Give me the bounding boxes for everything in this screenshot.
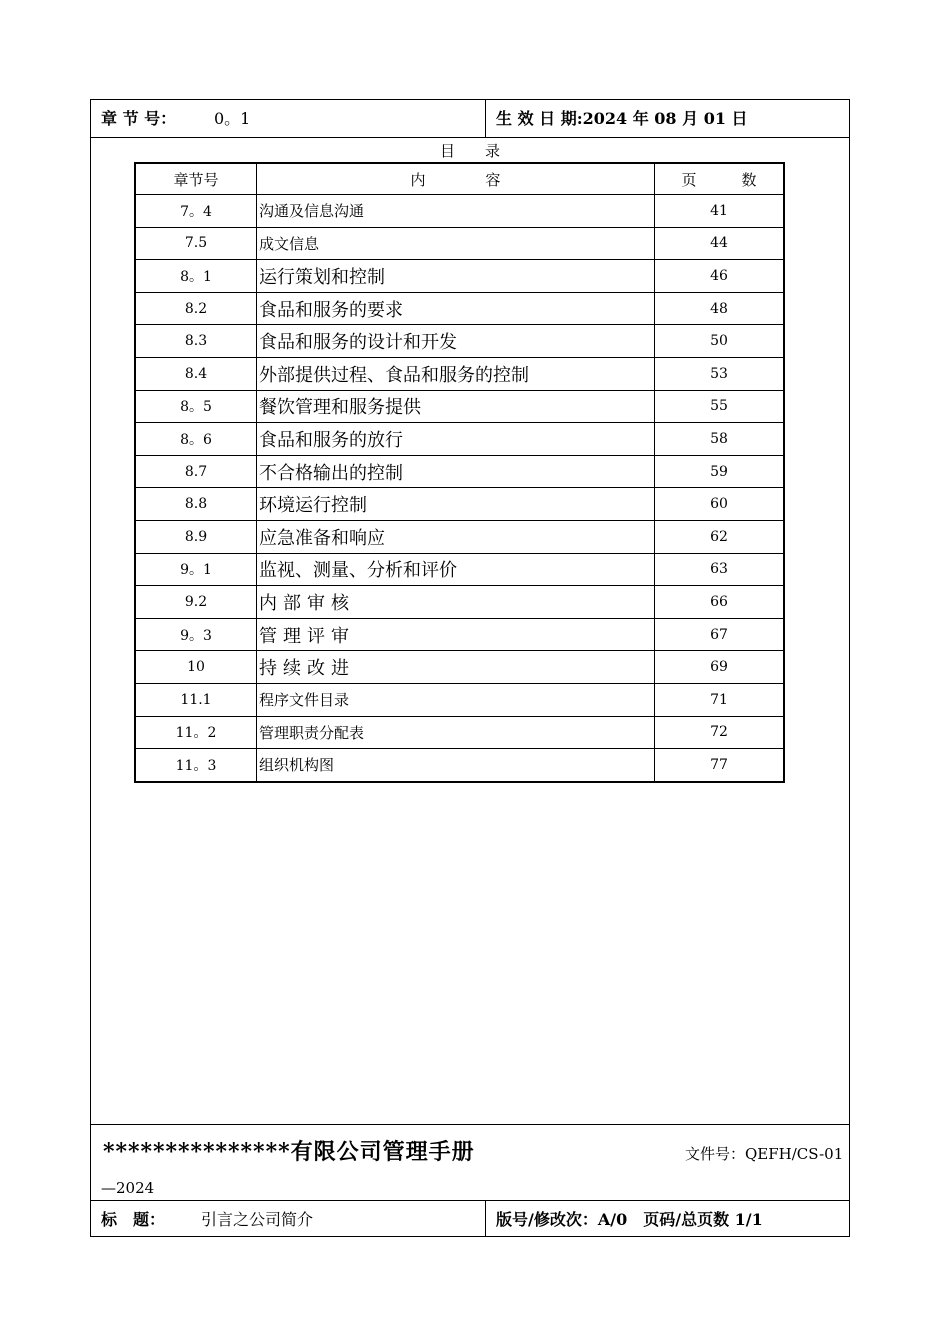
toc-section-number: 8.8 — [135, 488, 257, 521]
toc-page-number: 48 — [655, 292, 785, 325]
toc-entry-title: 管理职责分配表 — [257, 716, 655, 749]
toc-page-number: 55 — [655, 390, 785, 423]
toc-page-number: 60 — [655, 488, 785, 521]
toc-row — [135, 260, 784, 293]
toc-entry-title: 成文信息 — [257, 227, 655, 260]
toc-title: 目 录 — [439, 142, 500, 160]
toc-entry-title: 应急准备和响应 — [257, 520, 655, 553]
toc-section-number: 8.7 — [135, 455, 257, 488]
toc-page-number: 63 — [655, 553, 785, 586]
toc-row — [135, 683, 784, 716]
toc-page-number: 59 — [655, 455, 785, 488]
toc-entry-title: 食品和服务的放行 — [257, 423, 655, 456]
toc-row — [135, 390, 784, 423]
toc-section-number: 11。3 — [135, 749, 257, 782]
toc-entry-title: 不合格输出的控制 — [257, 455, 655, 488]
toc-page-number: 66 — [655, 586, 785, 619]
title-value: 引言之公司简介 — [201, 1210, 314, 1229]
toc-row — [135, 553, 784, 586]
toc-section-number: 9。1 — [135, 553, 257, 586]
title-label: 标 题： — [101, 1210, 166, 1229]
toc-page-number: 67 — [655, 618, 785, 651]
toc-section-number: 8.3 — [135, 325, 257, 358]
toc-row — [135, 292, 784, 325]
toc-section-number: 8.4 — [135, 357, 257, 390]
toc-entry-title: 持续改进 — [257, 651, 655, 684]
toc-row — [135, 357, 784, 390]
toc-section-number: 9.2 — [135, 586, 257, 619]
toc-row — [135, 618, 784, 651]
toc-row — [135, 195, 784, 228]
toc-page-number: 71 — [655, 683, 785, 716]
toc-page-number: 62 — [655, 520, 785, 553]
toc-row — [135, 423, 784, 456]
toc-entry-title: 餐饮管理和服务提供 — [257, 390, 655, 423]
toc-entry-title: 管理评审 — [257, 618, 655, 651]
toc-row — [135, 455, 784, 488]
document-frame — [90, 99, 850, 1237]
document-number: 文件号：QEFH/CS-01 — [685, 1145, 844, 1163]
footer-title-cell — [91, 1201, 486, 1237]
toc-section-number: 8.9 — [135, 520, 257, 553]
toc-page-number: 77 — [655, 749, 785, 782]
section-label: 章 节 号： — [101, 109, 177, 128]
toc-section-number: 8。6 — [135, 423, 257, 456]
toc-header-row — [135, 163, 784, 195]
toc-row — [135, 749, 784, 782]
col-pages-header: 页 数 — [655, 163, 785, 195]
toc-section-number: 11。2 — [135, 716, 257, 749]
toc-page-number: 46 — [655, 260, 785, 293]
col-section-header: 章节号 — [135, 163, 257, 195]
toc-page-number: 69 — [655, 651, 785, 684]
toc-section-number: 8。5 — [135, 390, 257, 423]
toc-row — [135, 488, 784, 521]
section-value: 0。1 — [214, 109, 251, 128]
col-content-header: 内 容 — [257, 163, 655, 195]
toc-entry-title: 程序文件目录 — [257, 683, 655, 716]
toc-section-number: 7。4 — [135, 195, 257, 228]
toc-page-number: 44 — [655, 227, 785, 260]
toc-section-number: 7.5 — [135, 227, 257, 260]
toc-entry-title: 外部提供过程、食品和服务的控制 — [257, 357, 655, 390]
toc-entry-title: 沟通及信息沟通 — [257, 195, 655, 228]
toc-section-number: 8.2 — [135, 292, 257, 325]
toc-row — [135, 520, 784, 553]
toc-table — [134, 162, 785, 783]
version-info: 版号/修改次：A/0 页码/总页数 1/1 — [496, 1210, 763, 1229]
toc-section-number: 10 — [135, 651, 257, 684]
effective-date: 生 效 日 期:2024 年 08 月 01 日 — [496, 109, 748, 128]
toc-row — [135, 227, 784, 260]
toc-row — [135, 716, 784, 749]
toc-page-number: 58 — [655, 423, 785, 456]
toc-page-number: 50 — [655, 325, 785, 358]
toc-section-number: 11.1 — [135, 683, 257, 716]
toc-entry-title: 运行策划和控制 — [257, 260, 655, 293]
toc-row — [135, 325, 784, 358]
header-row — [91, 100, 849, 138]
company-name: ***************有限公司管理手册 — [103, 1139, 475, 1165]
toc-row — [135, 586, 784, 619]
footer-company-row — [91, 1124, 849, 1201]
toc-entry-title: 食品和服务的要求 — [257, 292, 655, 325]
toc-entry-title: 环境运行控制 — [257, 488, 655, 521]
toc-section-number: 8。1 — [135, 260, 257, 293]
toc-section-number: 9。3 — [135, 618, 257, 651]
header-section-cell — [91, 100, 486, 137]
toc-entry-title: 食品和服务的设计和开发 — [257, 325, 655, 358]
toc-page-number: 72 — [655, 716, 785, 749]
toc-row — [135, 651, 784, 684]
toc-page-number: 53 — [655, 357, 785, 390]
toc-entry-title: 监视、测量、分析和评价 — [257, 553, 655, 586]
footer-title-row — [91, 1200, 849, 1237]
toc-page-number: 41 — [655, 195, 785, 228]
document-number-continued: —2024 — [101, 1179, 155, 1197]
toc-entry-title: 内部审核 — [257, 586, 655, 619]
toc-entry-title: 组织机构图 — [257, 749, 655, 782]
